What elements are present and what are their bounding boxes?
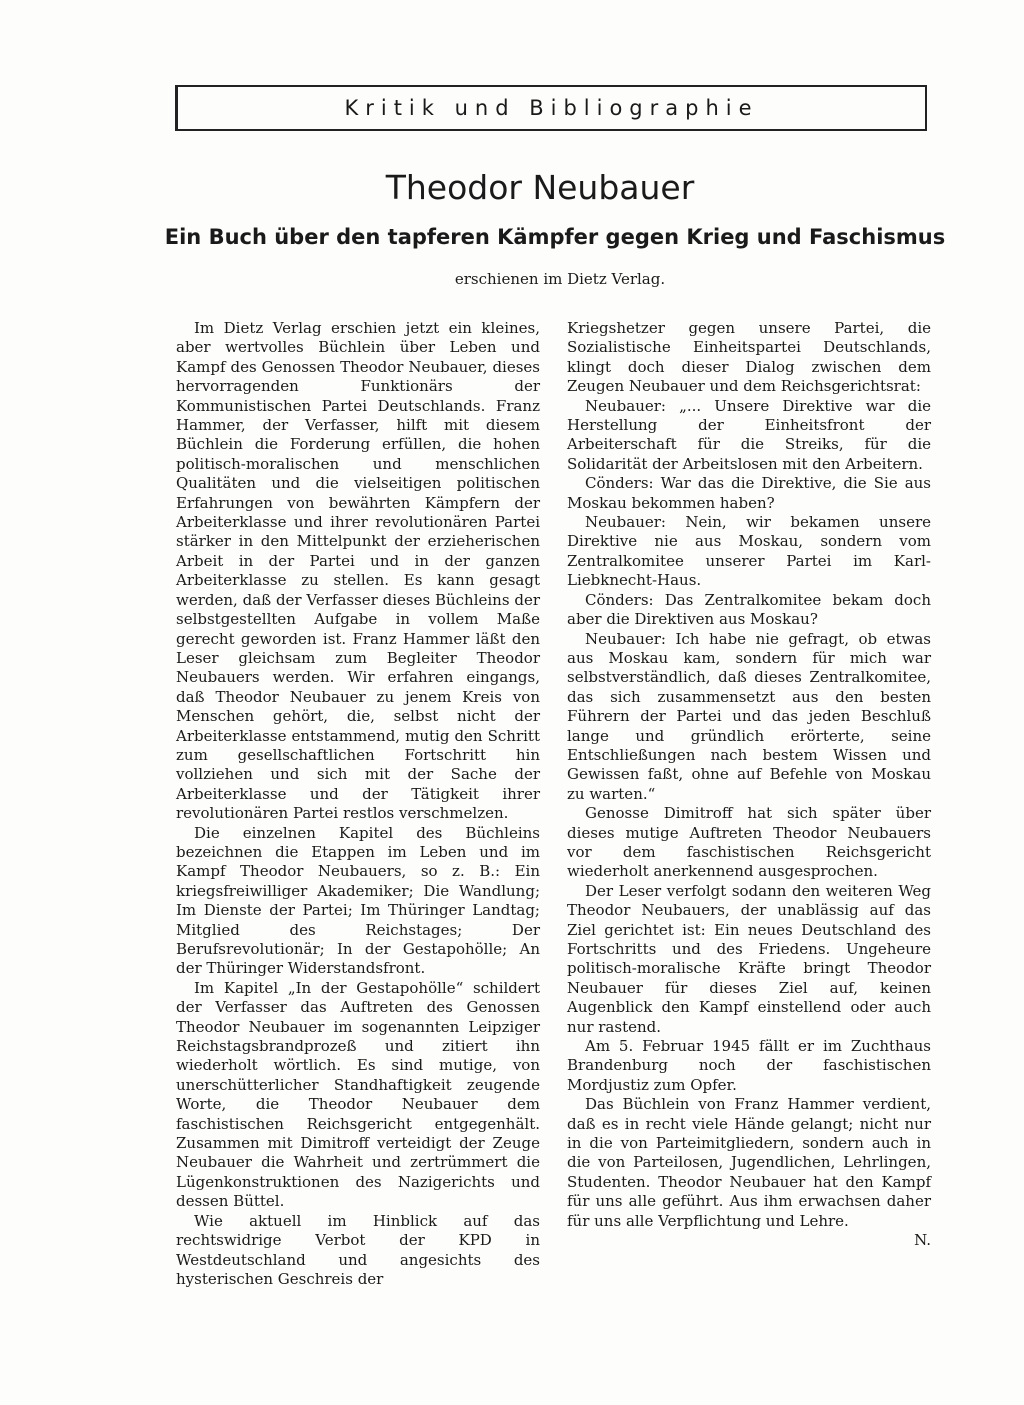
paragraph: Neubauer: „... Unsere Direktive war die Herstellung der Einheitsfront der Arbeiterschaft für die Streiks, für die Solidarität der Arbeitslosen mit den Arbeitern. bbox=[567, 396, 931, 473]
paragraph: Am 5. Februar 1945 fällt er im Zuchthaus Brandenburg noch der faschistischen Mordjustiz zum Opfer. bbox=[567, 1037, 931, 1094]
paragraph: Neubauer: Nein, wir bekamen unsere Direktive nie aus Moskau, sondern vom Zentralkomitee unserer Partei im Karl-Liebknecht-Haus. bbox=[567, 513, 931, 590]
article-subtitle: Ein Buch über den tapferen Kämpfer gegen Krieg und Faschismus bbox=[164, 225, 946, 249]
paragraph: Wie aktuell im Hinblick auf das rechtswidrige Verbot der KPD in Westdeutschland und angesichts des hysterischen Geschreis der bbox=[176, 1211, 540, 1288]
paragraph: Cönders: War das die Direktive, die Sie aus Moskau bekommen haben? bbox=[567, 474, 931, 512]
paragraph: Genosse Dimitroff hat sich später über dieses mutige Auftreten Theodor Neubauers vor dem faschistischen Reichsgericht wiederholt anerkennend ausgesprochen. bbox=[567, 804, 931, 881]
paragraph: Kriegshetzer gegen unsere Partei, die Sozialistische Einheitspartei Deutschlands, klingt doch dieser Dialog zwischen dem Zeugen Neubauer und dem Reichsgerichtsrat: bbox=[567, 319, 931, 396]
right-column bbox=[567, 319, 931, 1251]
paragraph: Der Leser verfolgt sodann den weiteren Weg Theodor Neubauers, der unablässig auf das Ziel gerichtet ist: Ein neues Deutschland des Fortschritts und des Friedens. Ungeheure politisch-moralische Kräfte bringt Theodor Neubauer für dieses Ziel auf, keinen Augenblick den Kampf einstellend oder auch nur rastend. bbox=[567, 881, 931, 1036]
author-signature: N. bbox=[914, 1231, 931, 1250]
paragraph: Cönders: Das Zentralkomitee bekam doch aber die Direktiven aus Moskau? bbox=[567, 590, 931, 629]
paragraph: Im Dietz Verlag erschien jetzt ein kleines, aber wertvolles Büchlein über Leben und Kampf des Genossen Theodor Neubauer, dieses hervorragenden Funktionärs der Kommunistischen Partei Deutschlands. Franz Hammer, der Verfasser, hilft mit diesem Büchlein die Forderung erfüllen, die hohen politisch-moralischen und menschlichen Qualitäten und die vielseitigen politischen Erfahrungen von bewährten Kämpfern der Arbeiterklasse und ihrer revolutionären Partei stärker in den Mittelpunkt der erzieherischen Arbeit in der Partei und in der ganzen Arbeiterklasse zu stellen. Es kann gesagt werden, daß der Verfasser dieses Büchleins der selbstgestellten Aufgabe in vollem Maße gerecht geworden ist. Franz Hammer läßt den Leser gleichsam zum Begleiter Theodor Neubauers werden. Wir erfahren eingangs, daß Theodor Neubauer zu jenem Kreis von Menschen gehört, die, selbst nicht der Arbeiterklasse entstammend, mutig den Schritt zum gesellschaftlichen Fortschritt hin vollziehen und sich mit der Sache der Arbeiterklasse und der Tätigkeit ihrer revolutionären Partei restlos verschmelzen. bbox=[176, 319, 540, 823]
paragraph: Im Kapitel „In der Gestapohölle“ schildert der Verfasser das Auftreten des Genossen Theodor Neubauer im sogenannten Leipziger Reichstagsbrandprozeß und zitiert ihn wiederholt wörtlich. Es sind mutige, von unerschütterlicher Standhaftigkeit zeugende Worte, die Theodor Neubauer dem faschistischen Reichsgericht entgegenhält. Zusammen mit Dimitroff verteidigt der Zeuge Neubauer die Wahrheit und zertrümmert die Lügenkonstruktionen des Nazigerichts und dessen Büttel. bbox=[176, 978, 540, 1211]
publisher-note: erschienen im Dietz Verlag. bbox=[454, 270, 666, 288]
paragraph: Neubauer: Ich habe nie gefragt, ob etwas aus Moskau kam, sondern für mich war selbstverständlich, daß dieses Zentralkomitee, das sich zusammensetzt aus den besten Führern der Partei und das jeden Beschluß lange und gründlich erörterte, seine Entschließungen nach bestem Wissen und Gewissen faßt, ohne auf Befehle von Moskau zu warten.“ bbox=[567, 629, 931, 803]
section-header-box bbox=[175, 85, 927, 131]
article-title: Theodor Neubauer bbox=[385, 168, 695, 207]
section-title: Kritik und Bibliographie bbox=[344, 96, 759, 120]
paragraph: Das Büchlein von Franz Hammer verdient, daß es in recht viele Hände gelangt; nicht nur in die von Parteimitgliedern, sondern auch in die von Parteilosen, Jugendlichen, Lehrlingen, Studenten. Theodor Neubauer hat den Kampf für uns alle geführt. Aus ihm erwachsen daher für uns alle Verpflichtung und Lehre. bbox=[567, 1095, 931, 1230]
left-column bbox=[176, 319, 540, 1289]
paragraph: Die einzelnen Kapitel des Büchleins bezeichnen die Etappen im Leben und im Kampf Theodor Neubauers, so z. B.: Ein kriegsfreiwilliger Akademiker; Die Wandlung; Im Dienste der Partei; Im Thüringer Landtag; Mitglied des Reichstages; Der Berufsrevolutionär; In der Gestapohölle; An der Thüringer Widerstandsfront. bbox=[176, 823, 540, 978]
